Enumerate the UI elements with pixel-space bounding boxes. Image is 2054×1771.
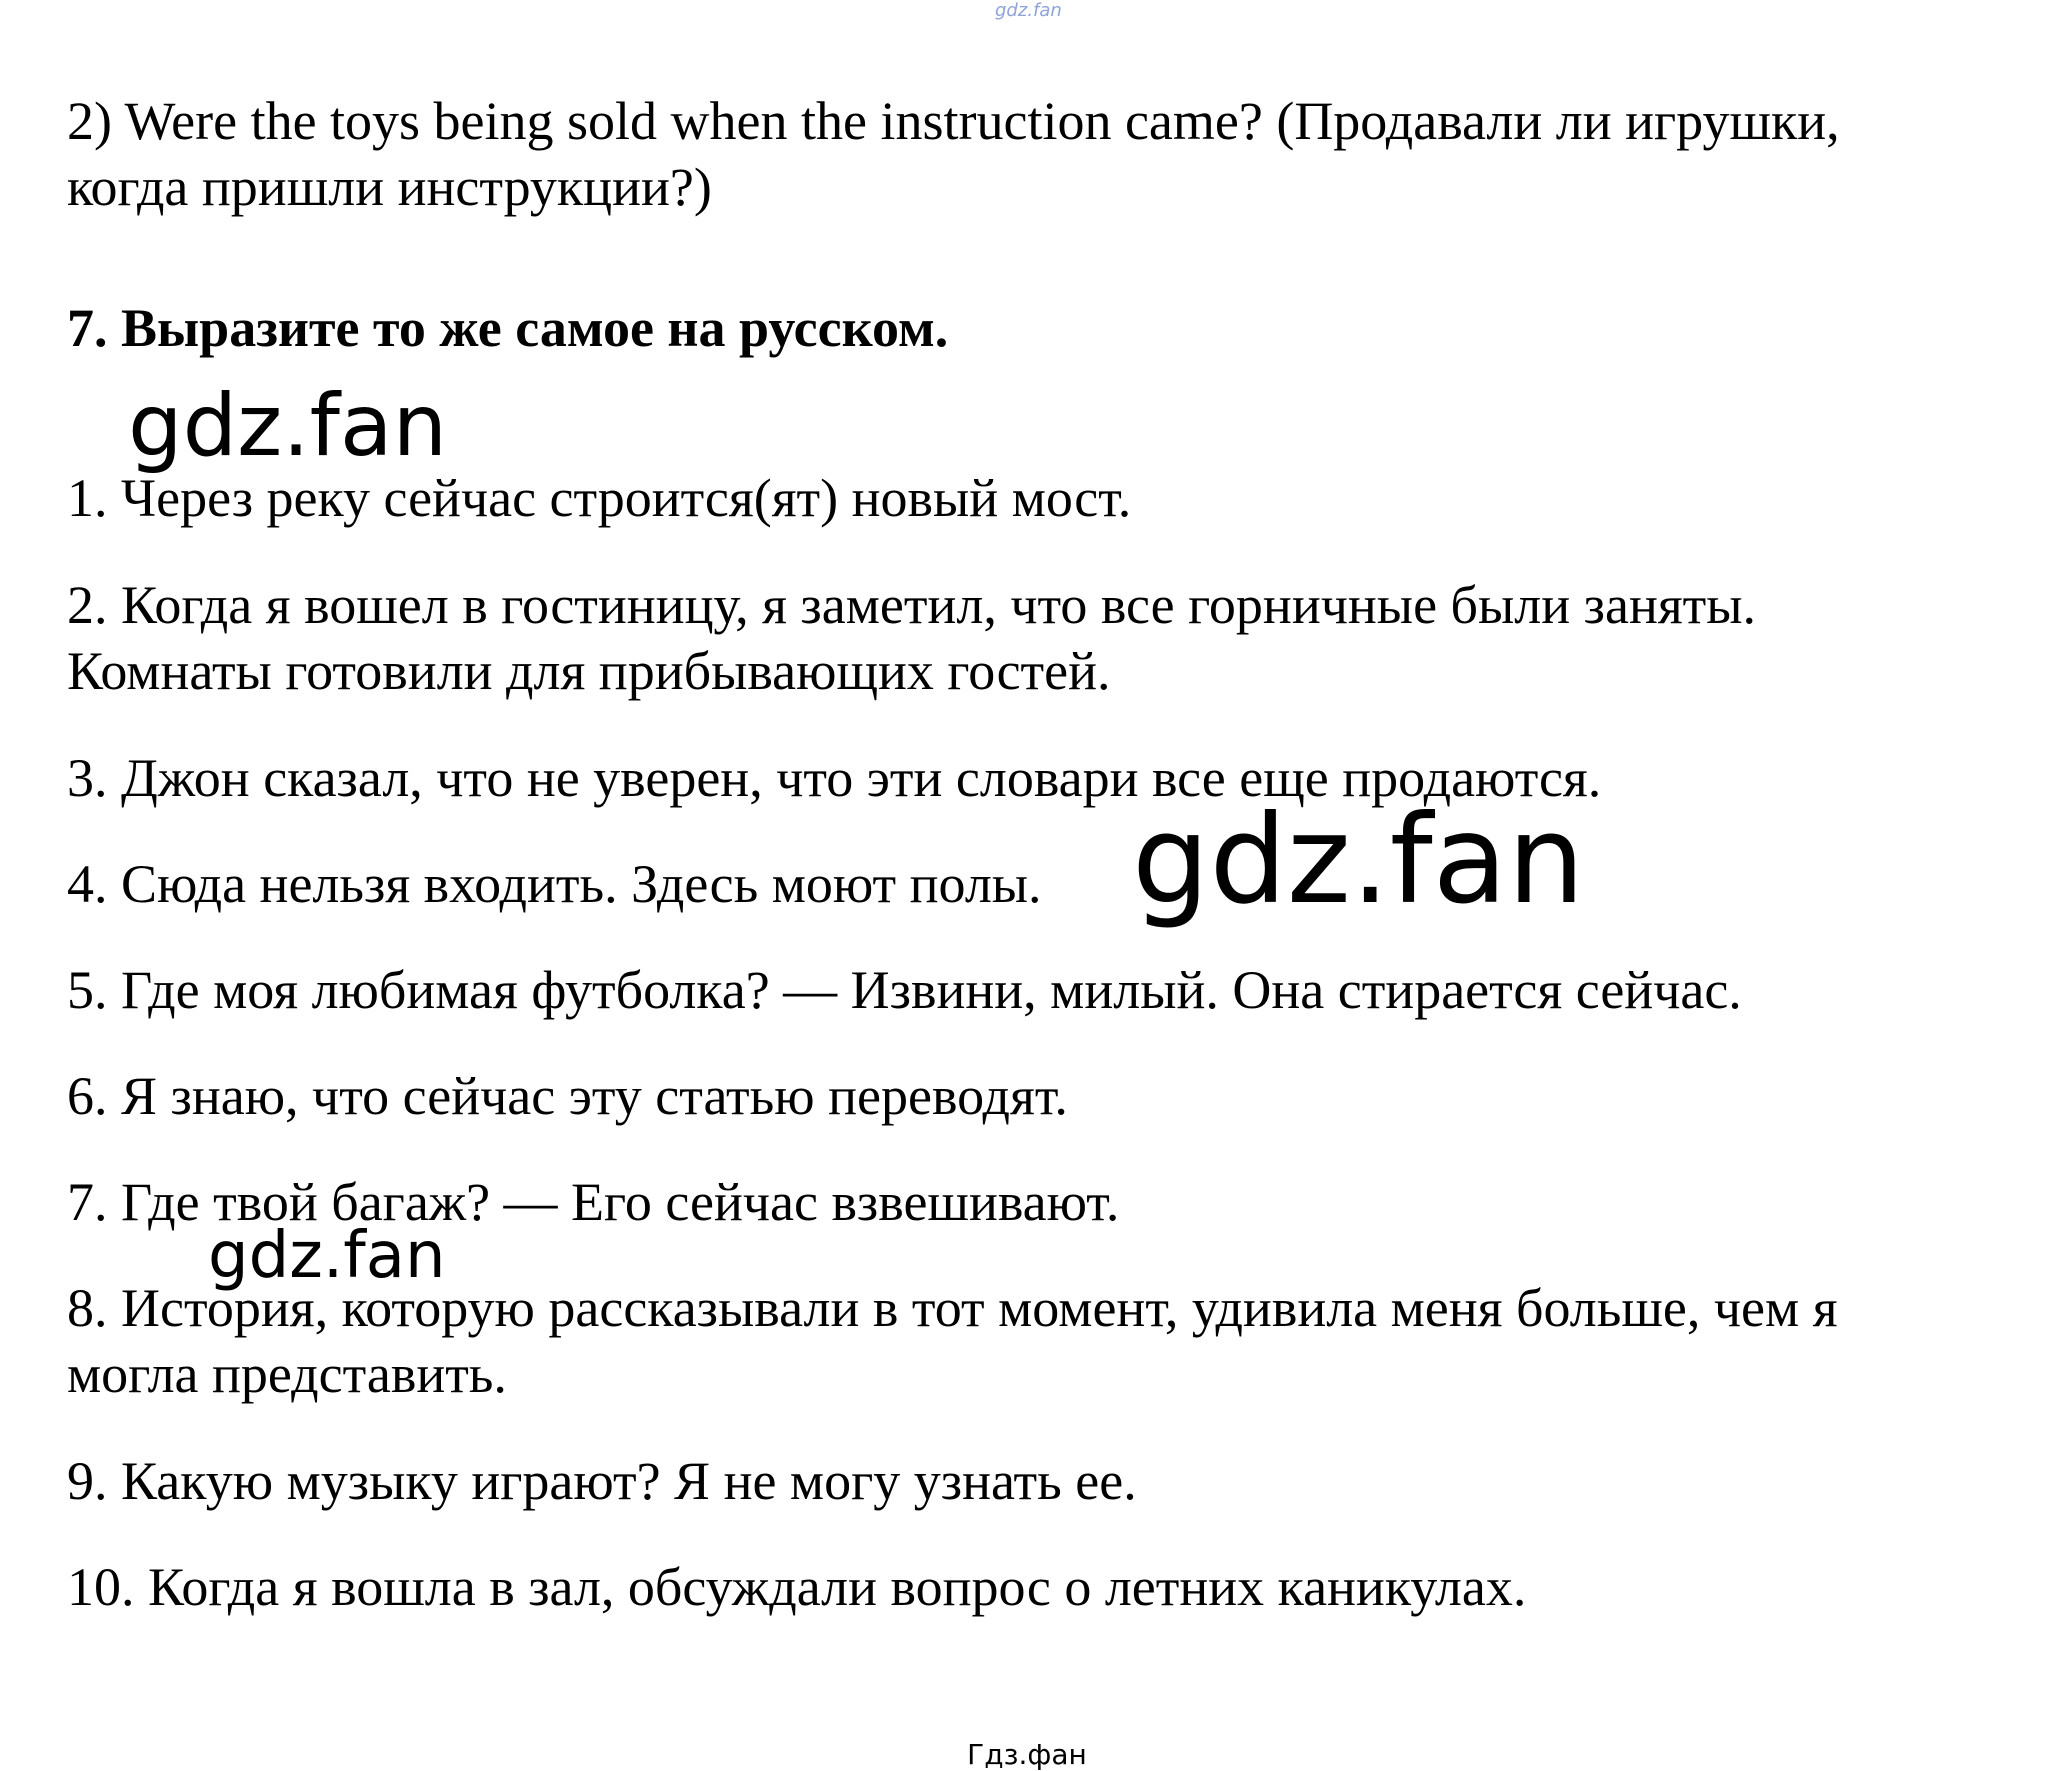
list-item-line: 4. Сюда нельзя входить. Здесь моют полы.: [67, 854, 1042, 914]
intro-line-1: 2) Were the toys being sold when the instruction came? (Продавали ли игрушки,: [67, 91, 1840, 151]
list-item-line: 3. Джон сказал, что не уверен, что эти словари все еще продаются.: [67, 748, 1602, 808]
intro-line-2: когда пришли инструкции?): [67, 157, 712, 217]
list-item-line: 9. Какую музыку играют? Я не могу узнать ее.: [67, 1451, 1137, 1511]
watermark: gdz.fan: [208, 1219, 446, 1293]
list-item: [67, 851, 2027, 917]
list-item: [67, 957, 2027, 1023]
list-item-line: 7. Где твой багаж? — Его сейчас взвешивают.: [67, 1172, 1120, 1232]
list-item: [67, 1448, 2027, 1514]
list-item: [67, 1063, 2027, 1129]
list-item: [67, 1275, 2027, 1407]
top-watermark: gdz.fan: [995, 0, 1062, 21]
watermark: gdz.fan: [128, 376, 448, 476]
intro-paragraph: [67, 88, 2027, 220]
list-item: [67, 572, 2027, 704]
list-item-line: 1. Через реку сейчас строится(ят) новый мост.: [67, 468, 1132, 528]
list-item-line: 6. Я знаю, что сейчас эту статью переводят.: [67, 1066, 1068, 1126]
list-item: [67, 745, 2027, 811]
watermark: gdz.fan: [1132, 789, 1585, 931]
page-footer: Гдз.фан: [967, 1738, 1087, 1771]
list-item-line: Комнаты готовили для прибывающих гостей.: [67, 641, 1111, 701]
list-item-line: могла представить.: [67, 1344, 507, 1404]
list-item-line: 8. История, которую рассказывали в тот момент, удивила меня больше, чем я: [67, 1278, 1838, 1338]
list-item: [67, 1554, 2027, 1620]
list-item-line: 10. Когда я вошла в зал, обсуждали вопрос о летних каникулах.: [67, 1557, 1527, 1617]
section-heading: 7. Выразите то же самое на русском.: [67, 298, 949, 358]
list-item-line: 2. Когда я вошел в гостиницу, я заметил, что все горничные были заняты.: [67, 575, 1757, 635]
list-item-line: 5. Где моя любимая футболка? — Извини, милый. Она стирается сейчас.: [67, 960, 1742, 1020]
